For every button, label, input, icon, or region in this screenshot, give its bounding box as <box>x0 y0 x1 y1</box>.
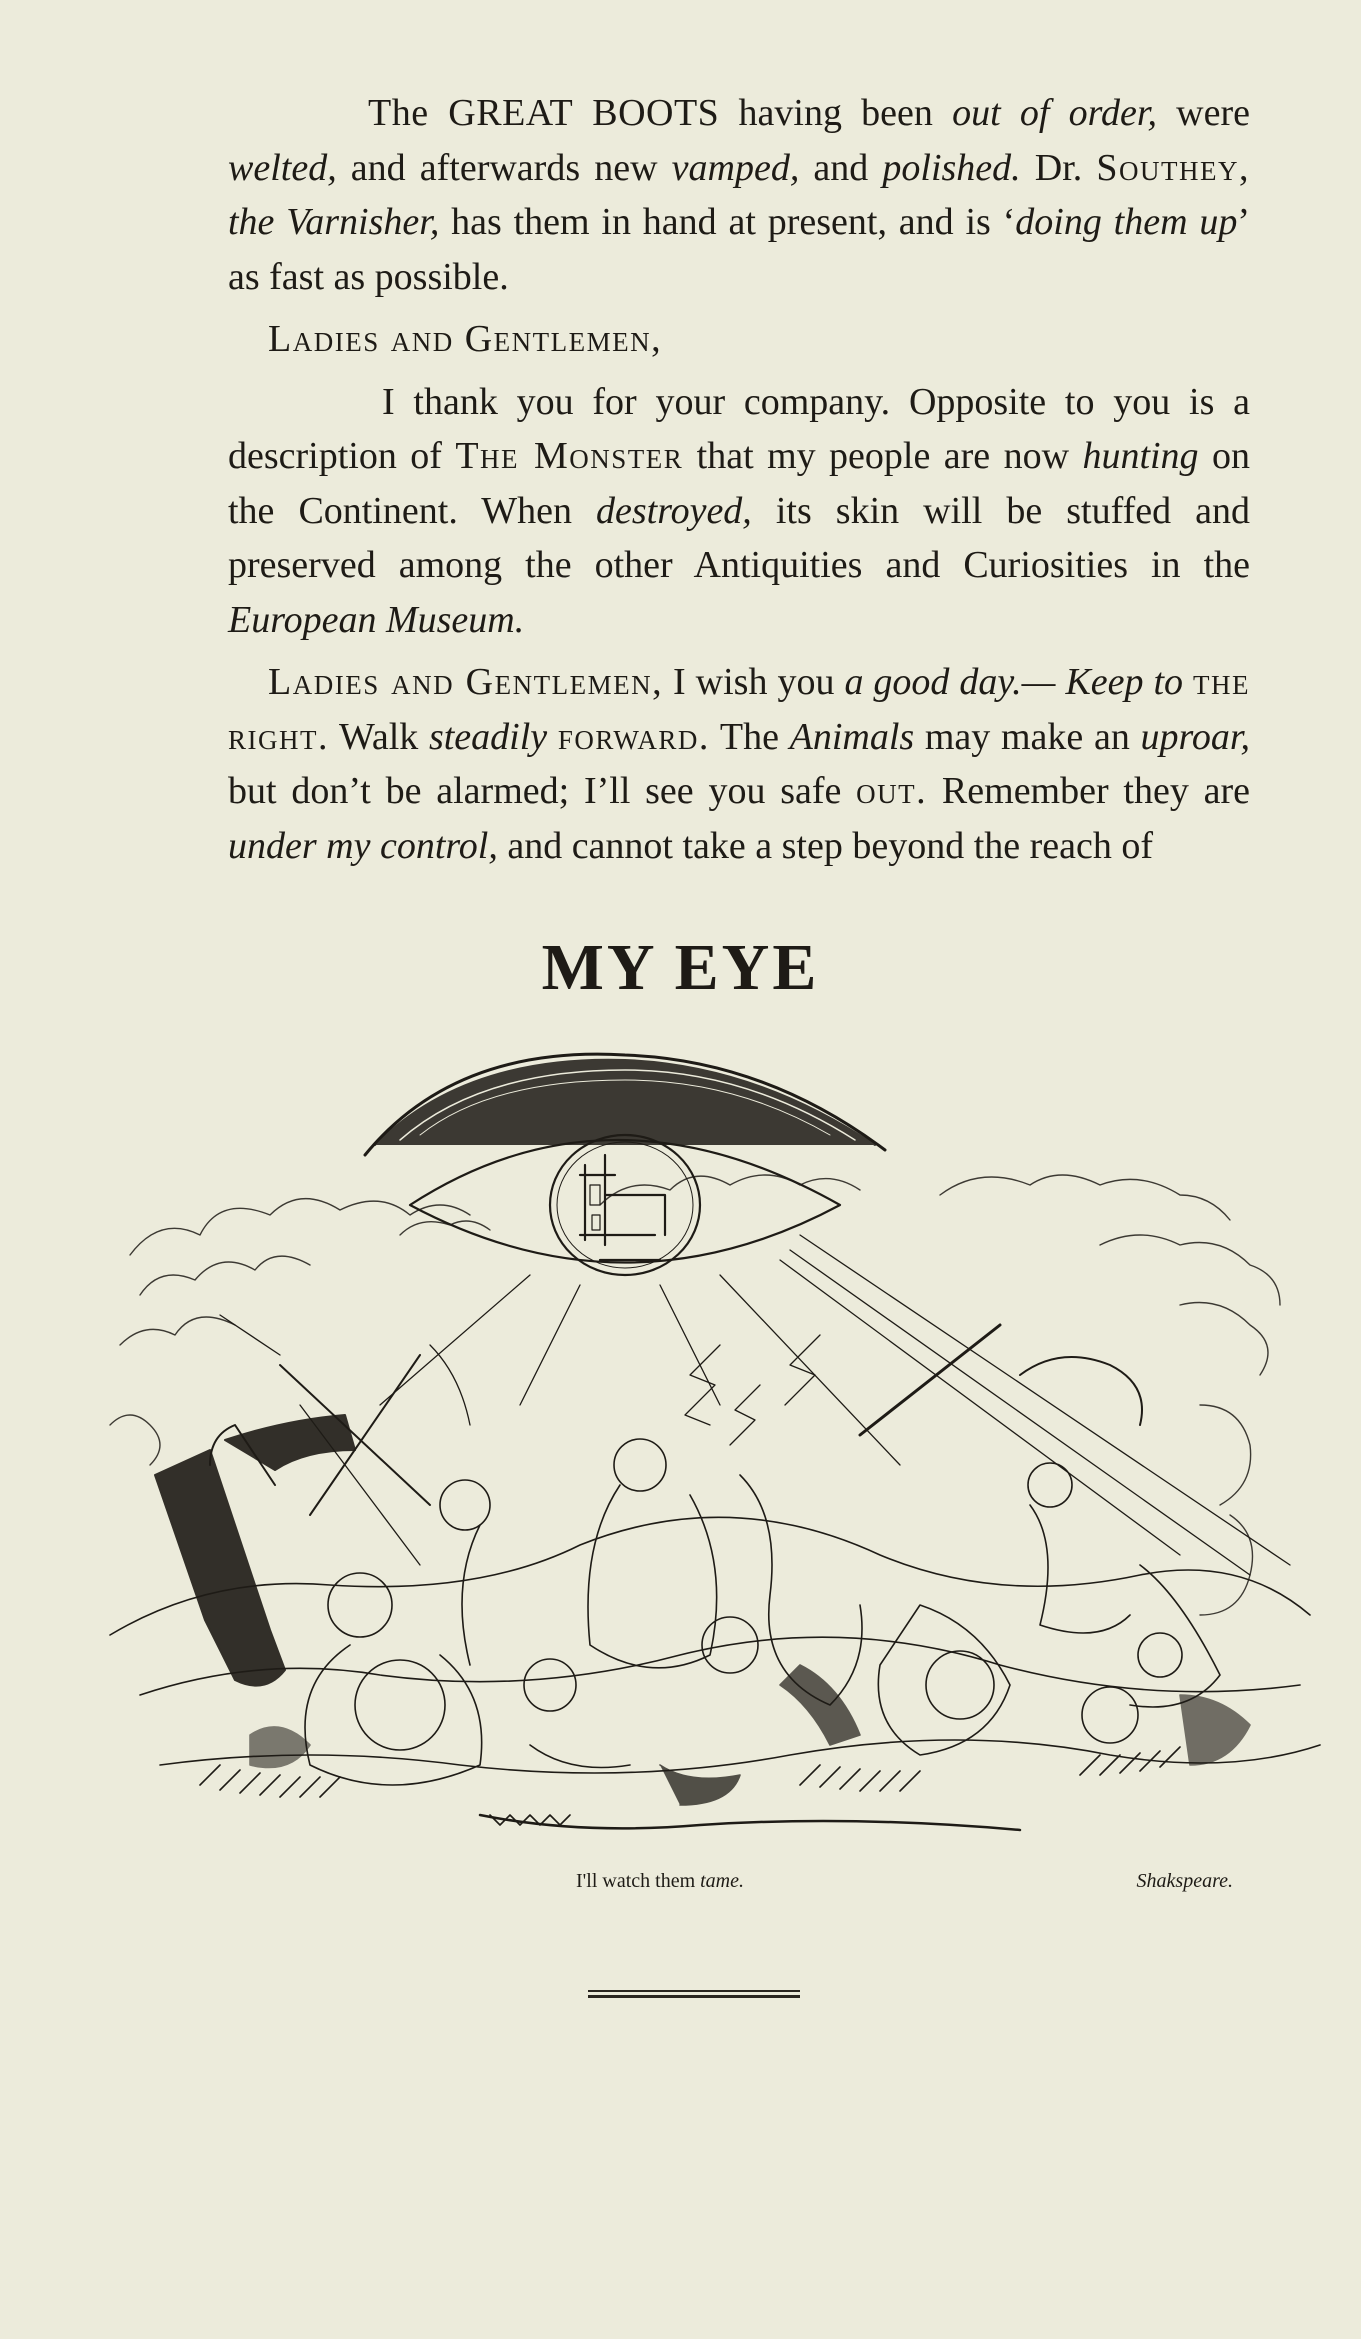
boots-shape <box>155 1415 355 1686</box>
italic-run: doing them up <box>1015 201 1238 243</box>
italic-run: Animals <box>789 715 915 758</box>
text-run: Dr. <box>1020 146 1097 189</box>
text-run: its skin will be stuffed and preserved among the other Antiquities and Curiosities in the <box>228 489 1250 586</box>
text-run: on the Continent. When <box>228 435 1250 532</box>
italic-run: under my control, <box>228 824 498 867</box>
smallcaps-run: Ladies and Gentlemen, <box>268 661 664 703</box>
italic-run: uproar, <box>1140 715 1250 758</box>
italic-run: the Varnisher, <box>228 201 440 243</box>
smallcaps-run: out. <box>856 770 928 812</box>
paragraph-great-boots <box>228 86 1250 304</box>
text-run: and afterwards new <box>336 146 672 189</box>
text-run: Remember they are <box>927 770 1250 812</box>
text-run: The <box>709 715 790 758</box>
page-title: MY EYE <box>541 931 820 1004</box>
eye-shape <box>410 1135 840 1275</box>
caption-attribution: Shakspeare. <box>1136 1870 1233 1892</box>
italic-run: European Museum. <box>228 598 525 641</box>
smallcaps-run: forward. <box>557 715 710 758</box>
italic-run: destroyed, <box>595 489 752 532</box>
text-run: having been <box>719 92 953 134</box>
paragraph-monster <box>228 375 1250 648</box>
text-run: that my people are now <box>683 435 1083 477</box>
engraving-illustration <box>100 1045 1361 1865</box>
text-run: may make an <box>914 715 1141 758</box>
text-run: ’ as fast as possible. <box>228 201 1250 298</box>
text-run <box>1183 661 1193 703</box>
italic-run: a good day.— <box>844 661 1056 703</box>
great-boots-heading: The GREAT BOOTS <box>368 92 720 134</box>
paragraph-salutation <box>228 312 1250 367</box>
italic-run: out of order, <box>952 92 1157 134</box>
caption-quote <box>576 1870 744 1893</box>
figures-crowd <box>110 1439 1320 1830</box>
italic-run: steadily <box>428 715 548 758</box>
text-run <box>1055 661 1065 703</box>
italic-run: Keep to <box>1065 661 1184 703</box>
salutation: Ladies and Gentlemen, <box>268 318 663 360</box>
text-run <box>547 716 558 758</box>
text-run: were <box>1156 92 1251 134</box>
light-rays <box>220 1235 1290 1575</box>
italic-run: hunting <box>1082 435 1199 477</box>
caption-text: I'll watch them <box>576 1870 701 1892</box>
body-text <box>228 86 1250 873</box>
caption-italic: tame. <box>700 1870 745 1892</box>
text-run: but don’t be alarmed; I’ll see you safe <box>228 770 857 812</box>
ornamental-rule <box>588 1990 800 2000</box>
text-run: I wish you <box>663 661 845 703</box>
text-run: has them in hand at present, and is ‘ <box>439 201 1016 243</box>
italic-run: welted, <box>228 146 337 189</box>
smallcaps-run: The Monster <box>455 435 684 477</box>
smallcaps-run: the right. <box>228 661 1251 758</box>
italic-run: vamped, <box>671 146 800 189</box>
italic-run: polished. <box>882 146 1021 189</box>
paragraph-farewell <box>228 655 1250 873</box>
cloud-shapes <box>110 1175 1280 1615</box>
text-run: I thank you for your company. Opposite to you is a description of <box>228 380 1250 477</box>
smallcaps-run: Southey, <box>1096 146 1251 189</box>
text-run: Walk <box>329 715 429 758</box>
text-run: and <box>799 146 883 189</box>
text-run: and cannot take a step beyond the reach of <box>497 824 1154 867</box>
